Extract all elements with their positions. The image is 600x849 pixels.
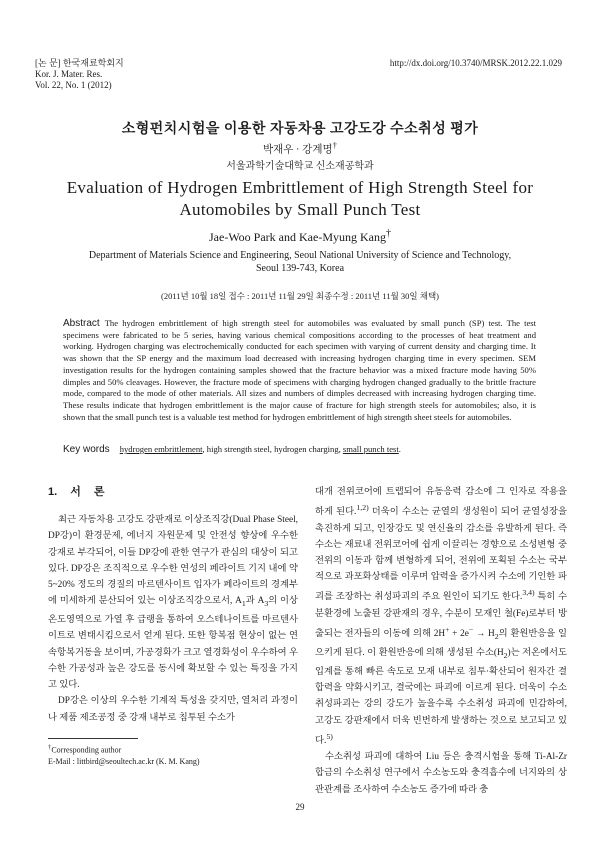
page-number: 29 (295, 802, 305, 812)
ref-5: 5) (326, 731, 333, 741)
corresponding-mark-en: † (385, 228, 391, 239)
keywords-end: . (398, 444, 401, 454)
intro-p3-text-d: + 2e (449, 628, 469, 639)
journal-line-1: [논 문] 한국재료학회지 (35, 58, 124, 68)
footnote-divider (48, 738, 138, 739)
english-affiliation (40, 249, 560, 275)
intro-p3-text-e: → H (473, 628, 495, 639)
sub-h2-b: 2 (503, 650, 508, 660)
doi-link[interactable]: http://dx.doi.org/10.3740/MRSK.2012.22.1.029 (389, 58, 562, 68)
english-author-names: Jae-Woo Park and Kae-Myung Kang (209, 230, 386, 244)
intro-p1-text-b: 과 A (245, 596, 265, 607)
journal-info (35, 58, 124, 91)
intro-p3-text-g: )는 저온에서도 입계를 통해 빠른 속도로 모재 내부로 침투·확산되어 원자간 결합력을 약화시키고, 결국에는 파괴에 이르게 된다. 더욱이 수소취성파괴는 강의 강도가 높을수록 수소취성 파괴에 민감하여, 고강도 강판재에서 더욱 빈번하게 발생하는 것으로 보고되고 있다. (315, 647, 568, 746)
english-authors (0, 228, 600, 245)
intro-paragraph-3 (315, 484, 567, 749)
subscript-a3: 3 (264, 599, 269, 609)
column-left (48, 484, 298, 726)
keyword-hydrogen-embrittlement: hydrogen embrittlement (119, 444, 203, 454)
intro-paragraph-4: 수소취성 파괴에 대하여 Liu 등은 충격시험을 통해 Ti-Al-Zr 합금의 수소취성 연구에서 수소농도와 충격흡수에 너지와의 상관관계를 조사하여 수소농도 증가에 따라 충 (315, 752, 567, 795)
intro-p3-text-c: 특히 수분환경에 노출된 강판재의 경우, 수분이 모재인 철(Fe)로부터 방출되는 전자들의 이동에 의해 2H (315, 592, 567, 639)
section-heading: 1. 서 론 (48, 486, 105, 498)
journal-line-3: Vol. 22, No. 1 (2012) (35, 80, 112, 90)
korean-title: 소형펀치시험을 이용한 자동차용 고강도강 수소취성 평가 (121, 122, 479, 137)
keywords-label: Key words (63, 444, 110, 455)
abstract-label: Abstract (63, 318, 100, 329)
corresponding-mark: † (332, 140, 337, 150)
sub-h2: 2 (494, 631, 499, 641)
sup-minus: − (468, 624, 474, 634)
affiliation-line-2: Seoul 139-743, Korea (255, 263, 345, 274)
abstract (63, 318, 536, 423)
korean-authors (0, 140, 600, 157)
intro-p3-text-b: 더욱이 수소는 균열의 생성원이 되어 균열성장을 촉진하게 되고, 인장강도 및 연신율의 감소를 유발하게 된다. 즉 수소는 재료내 전위코어에 쉽게 이끌리는 경향으로 소성변형 중 전위의 이동과 함께 변형하게 되어, 전위에 포획된 수소는 국부적으로 과포화상태를 이루며 압력을 증가시켜 수소에 기인한 파괴를 조장하는 취성파괴의 주요 원인이 되기도 한다. (315, 507, 567, 603)
korean-affiliation: 서울과학기술대학교 신소재공학과 (226, 161, 374, 172)
intro-paragraph-2: DP강은 이상의 우수한 기계적 특성을 갖지만, 열처리 과정이나 제품 제조공정 중 강재 내부로 침투된 수소가 (48, 696, 298, 723)
keyword-small-punch-test: small punch test (342, 444, 399, 454)
footnote-line-1 (48, 742, 200, 756)
footnote-mark: † (48, 744, 52, 751)
intro-p1-text-c: 의 이상온도영역으로 가열 후 급랭을 통하여 오스테나이트를 마르텐사이트로 변태시킴으로서 얻게 된다. 또한 항복점 현상이 없는 연속항복거동을 보이며, 가공경화가 크고 열경화성이 우수하여 우수한 가공성과 높은 강도를 동시에 확보할 수 있는 특징을 가지고 있다. (48, 596, 298, 691)
footnote-text-1: Corresponding author (51, 745, 122, 755)
submission-dates: (2011년 10월 18일 접수 : 2011년 11월 29일 최종수정 : 2011년 11월 30일 채택) (160, 291, 440, 301)
footnote-line-2: E-Mail : littbird@seoultech.ac.kr (K. M. Kang) (48, 756, 200, 766)
subscript-a1: 1 (241, 599, 246, 609)
footnote (48, 742, 200, 767)
abstract-text: The hydrogen embrittlement of high strength steel for automobiles was evaluated by small punch (SP) test. The test specimens were fabricated to be 5 series, having various chemical compositions according to the processes of heat treatment and working. Hydrogen charging was electrochemically conducted for each specimen with varying of current density and charging time. It was shown that the SP energy and the maximum load decreased with increasing hydrogen charging time in every specimen. SEM investigation results for the hydrogen containing samples showed that the fracture behavior was a mixed fracture mode having 50% dimples and 50% cleavages. However, the fracture mode of specimens with charging hydrogen changed gradually to the brittle fracture mode, compared to the mode of other materials. All sizes and numbers of dimples decreased with increasing hydrogen charging time. These results indicate that hydrogen embrittlement is the major cause of fracture for high strength steels for automobiles; also, it is shown that the small punch test is a valuable test method for hydrogen embrittlement of high strength sheet steels for automobiles. (63, 318, 536, 422)
ref-1-2: 1,2) (356, 503, 369, 513)
intro-p3-text-a: 대개 전위코어에 트랩되어 유동응력 감소에 그 인자로 작용을 하게 된다. (315, 487, 567, 518)
korean-author-names: 박재우 · 강계명 (263, 144, 333, 156)
keywords (63, 444, 536, 455)
english-title-line-1: Evaluation of Hydrogen Embrittlement of High Strength Steel for (66, 178, 534, 197)
keywords-middle: , high strength steel, hydrogen charging, (202, 444, 343, 454)
ref-3-4: 3,4) (522, 588, 535, 598)
intro-p3-text-f: 의 환원반응을 일으키게 된다. 이 환원반응에 의해 생성된 수소(H (315, 628, 567, 658)
column-right (315, 484, 567, 798)
intro-paragraph-1 (48, 512, 298, 693)
english-title (30, 177, 570, 221)
sup-plus: + (445, 624, 450, 634)
english-title-line-2: Automobiles by Small Punch Test (179, 200, 421, 219)
affiliation-line-1: Department of Materials Science and Engineering, Seoul National University of Science and Technology, (88, 250, 512, 261)
journal-line-2: Kor. J. Mater. Res. (35, 69, 103, 79)
intro-p1-text-a: 최근 자동차용 고강도 강판재로 이상조직강(Dual Phase Steel, DP강)이 환경문제, 에너지 자원문제 및 안전성 향상에 우수한 강재로 부각되어, 이들 DP강에 관한 연구가 관심의 대상이 되고 있다. DP강은 조직적으로 우수한 연성의 페라이트 기지 내에 약 5~20% 정도의 경질의 마르텐사이트 입자가 페라이트의 경계부에 미세하게 분산되어 있는 이상조직강으로서, A (48, 515, 298, 607)
